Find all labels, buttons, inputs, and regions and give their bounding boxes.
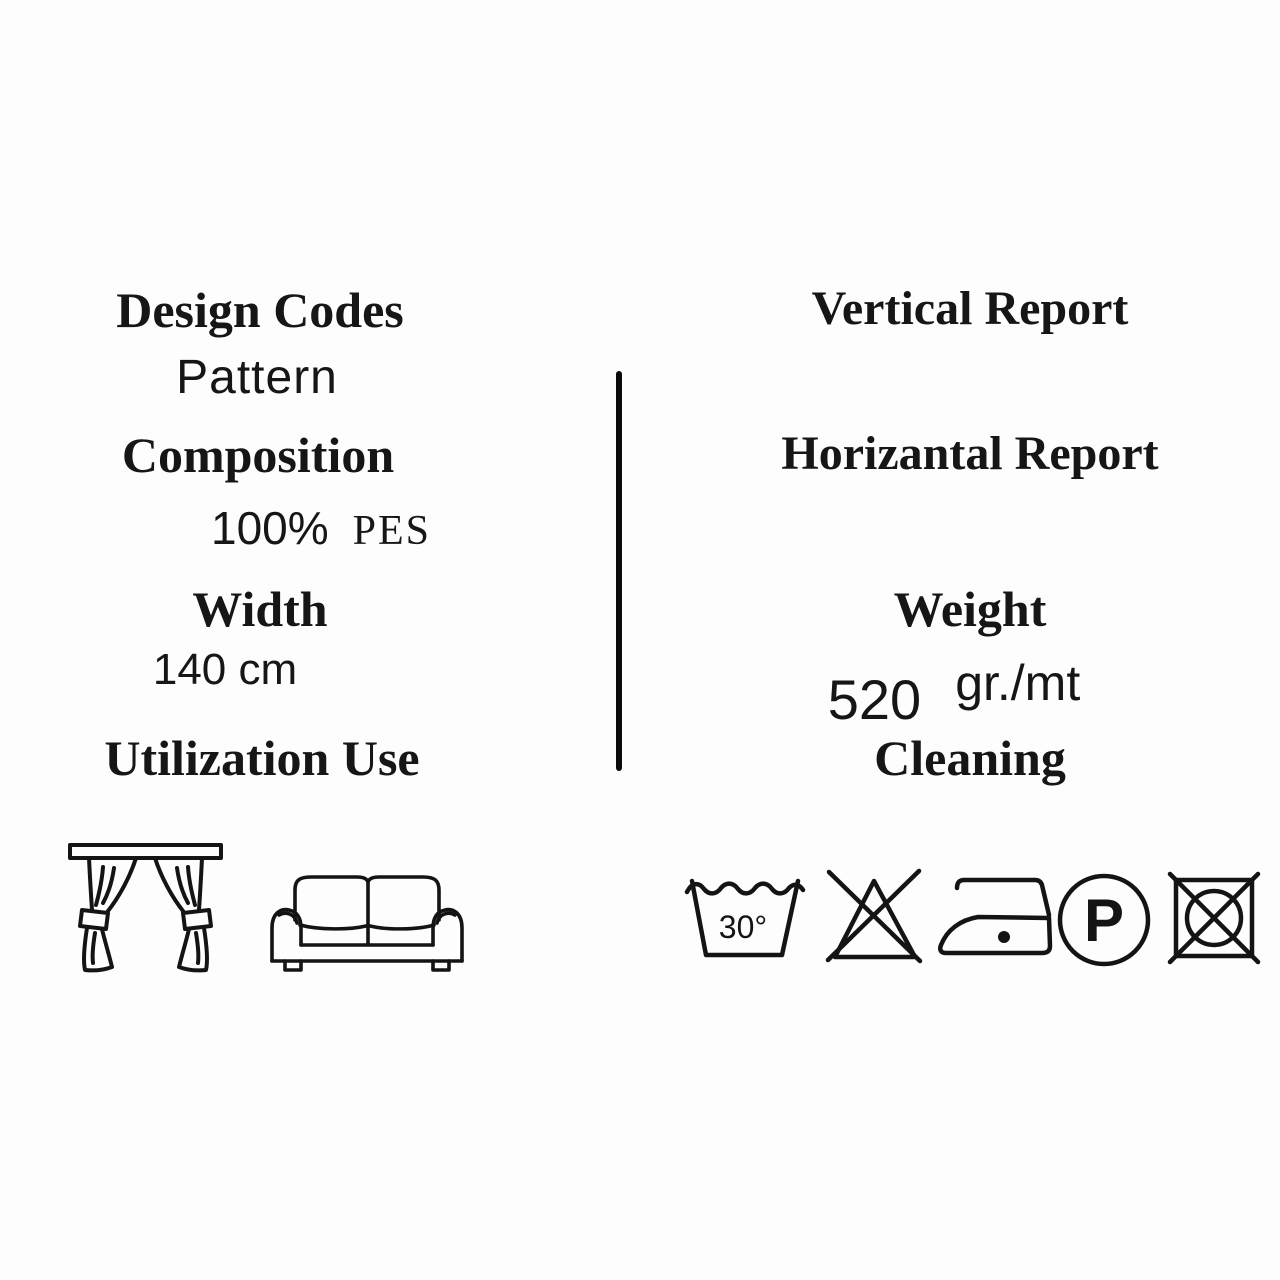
iron-one-dot-icon	[936, 872, 1056, 960]
sofa-icon	[257, 866, 472, 974]
dry-clean-p-icon	[1056, 872, 1152, 968]
weight-label: Weight	[893, 581, 1047, 637]
curtains-icon	[68, 839, 223, 979]
curtain-rod	[70, 845, 221, 858]
cleaning-label: Cleaning	[874, 730, 1066, 786]
composition-label: Composition	[121, 427, 395, 483]
composition-value	[71, 503, 571, 554]
weight-unit: gr./mt	[955, 655, 1081, 711]
wash-temperature-text: 30°	[718, 909, 768, 945]
column-divider	[616, 371, 622, 771]
weight-number: 520	[827, 668, 922, 731]
wash-30-icon	[685, 874, 805, 966]
do-not-tumble-dry-icon	[1166, 866, 1262, 962]
vertical-report-label: Vertical Report	[811, 282, 1129, 335]
dry-clean-letter-text: P	[1083, 887, 1125, 954]
width-value: 140 cm	[152, 645, 298, 694]
composition-material: PES	[352, 508, 432, 554]
design-codes-value: Pattern	[176, 351, 338, 404]
do-not-bleach-icon	[824, 866, 924, 966]
composition-percent: 100%	[210, 502, 329, 554]
weight-value	[704, 656, 1204, 731]
width-label: Width	[192, 581, 328, 637]
design-codes-label: Design Codes	[116, 282, 404, 338]
utilization-use-label: Utilization Use	[104, 730, 420, 786]
horizontal-report-label: Horizantal Report	[781, 427, 1159, 480]
